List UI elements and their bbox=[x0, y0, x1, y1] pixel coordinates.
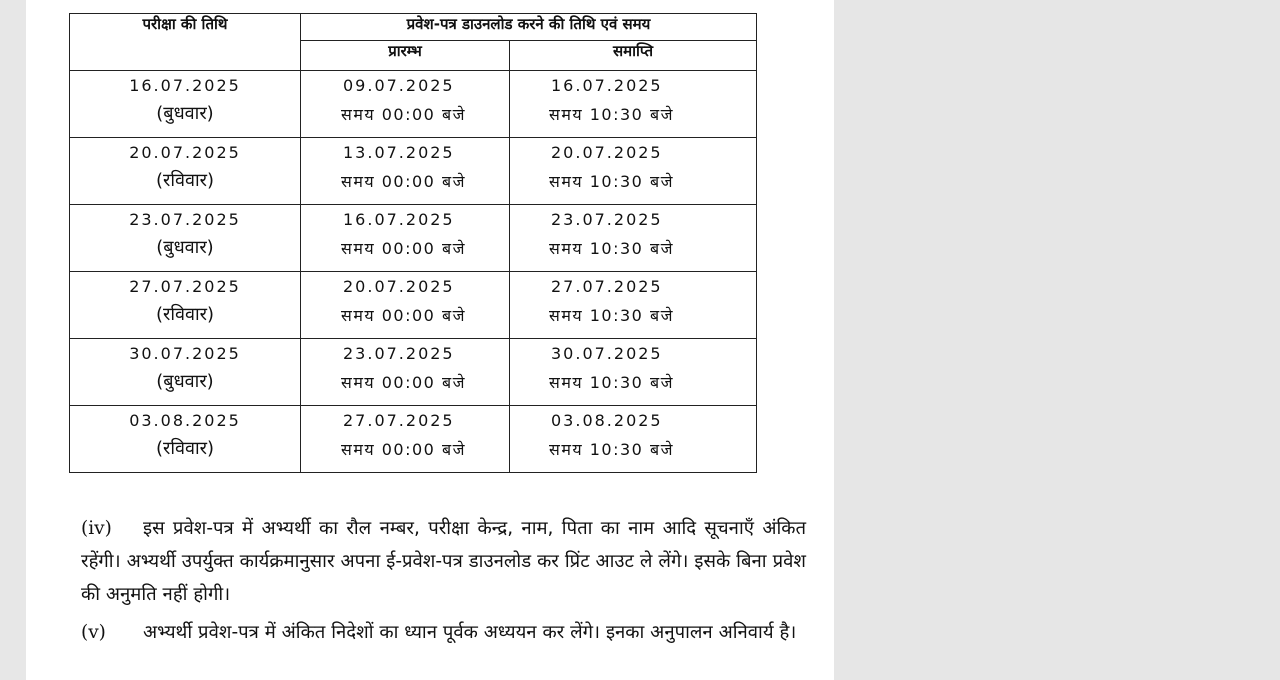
exam-date-cell bbox=[70, 406, 301, 473]
exam-date-cell bbox=[70, 339, 301, 406]
table-header-row bbox=[70, 14, 757, 41]
table-row bbox=[70, 406, 757, 473]
end-cell bbox=[510, 205, 757, 272]
table-row bbox=[70, 71, 757, 138]
header-end: समाप्ति bbox=[510, 41, 757, 71]
admit-card-schedule-table bbox=[69, 13, 757, 473]
exam-date-cell bbox=[70, 205, 301, 272]
exam-date: 03.08.2025 bbox=[129, 411, 241, 430]
end-time: समय 10:30 बजे bbox=[549, 239, 674, 258]
end-date: 23.07.2025 bbox=[551, 210, 663, 229]
end-date: 03.08.2025 bbox=[551, 411, 663, 430]
start-cell bbox=[301, 138, 510, 205]
instruction-paragraph-v bbox=[81, 616, 806, 649]
end-date: 30.07.2025 bbox=[551, 344, 663, 363]
exam-date: 16.07.2025 bbox=[129, 76, 241, 95]
end-time: समय 10:30 बजे bbox=[549, 373, 674, 392]
start-date: 09.07.2025 bbox=[343, 76, 455, 95]
end-cell bbox=[510, 138, 757, 205]
start-cell bbox=[301, 71, 510, 138]
start-cell bbox=[301, 339, 510, 406]
header-download-date-time: प्रवेश-पत्र डाउनलोड करने की तिथि एवं समय bbox=[301, 14, 757, 41]
start-date: 16.07.2025 bbox=[343, 210, 455, 229]
paragraph-text: इस प्रवेश-पत्र में अभ्यर्थी का रौल नम्बर, परीक्षा केन्द्र, नाम, पिता का नाम आदि सूचनाएँ अंकित रहेंगी। अभ्यर्थी उपर्युक्त कार्यक्रमानुसार अपना ई-प्रवेश-पत्र डाउनलोड कर प्रिंट आउट ले लेंगे। इसके बिना प्रवेश की अनुमति नहीं होगी। bbox=[81, 518, 806, 605]
start-cell bbox=[301, 205, 510, 272]
exam-day: (बुधवार) bbox=[156, 103, 214, 124]
start-date: 13.07.2025 bbox=[343, 143, 455, 162]
start-cell bbox=[301, 272, 510, 339]
exam-date: 23.07.2025 bbox=[129, 210, 241, 229]
start-date: 27.07.2025 bbox=[343, 411, 455, 430]
exam-date: 20.07.2025 bbox=[129, 143, 241, 162]
start-time: समय 00:00 बजे bbox=[341, 239, 466, 258]
exam-day: (बुधवार) bbox=[156, 237, 214, 258]
document-page bbox=[26, 0, 834, 680]
header-start: प्रारम्भ bbox=[301, 41, 510, 71]
table-row bbox=[70, 272, 757, 339]
table-row bbox=[70, 138, 757, 205]
instruction-paragraph-iv bbox=[81, 512, 806, 611]
exam-date-cell bbox=[70, 138, 301, 205]
paragraph-number: (iv) bbox=[81, 518, 112, 539]
start-time: समय 00:00 बजे bbox=[341, 440, 466, 459]
end-cell bbox=[510, 406, 757, 473]
paragraph-number: (v) bbox=[81, 622, 106, 643]
start-time: समय 00:00 बजे bbox=[341, 373, 466, 392]
start-time: समय 00:00 बजे bbox=[341, 105, 466, 124]
start-time: समय 00:00 बजे bbox=[341, 172, 466, 191]
end-cell bbox=[510, 71, 757, 138]
start-time: समय 00:00 बजे bbox=[341, 306, 466, 325]
left-margin bbox=[0, 0, 26, 680]
header-exam-date: परीक्षा की तिथि bbox=[70, 14, 301, 71]
end-cell bbox=[510, 339, 757, 406]
end-date: 20.07.2025 bbox=[551, 143, 663, 162]
start-date: 20.07.2025 bbox=[343, 277, 455, 296]
exam-date: 30.07.2025 bbox=[129, 344, 241, 363]
exam-date: 27.07.2025 bbox=[129, 277, 241, 296]
end-time: समय 10:30 बजे bbox=[549, 105, 674, 124]
exam-day: (रविवार) bbox=[155, 304, 215, 325]
end-cell bbox=[510, 272, 757, 339]
end-date: 27.07.2025 bbox=[551, 277, 663, 296]
table-row bbox=[70, 339, 757, 406]
end-time: समय 10:30 बजे bbox=[549, 306, 674, 325]
end-time: समय 10:30 बजे bbox=[549, 440, 674, 459]
end-time: समय 10:30 बजे bbox=[549, 172, 674, 191]
exam-day: (रविवार) bbox=[155, 438, 215, 459]
end-date: 16.07.2025 bbox=[551, 76, 663, 95]
start-cell bbox=[301, 406, 510, 473]
paragraph-text: अभ्यर्थी प्रवेश-पत्र में अंकित निदेशों का ध्यान पूर्वक अध्ययन कर लेंगे। इनका अनुपालन अनिवार्य है। bbox=[143, 622, 797, 643]
exam-day: (रविवार) bbox=[155, 170, 215, 191]
viewer-background bbox=[834, 0, 1280, 680]
table-row bbox=[70, 205, 757, 272]
start-date: 23.07.2025 bbox=[343, 344, 455, 363]
exam-date-cell bbox=[70, 71, 301, 138]
exam-day: (बुधवार) bbox=[156, 371, 214, 392]
exam-date-cell bbox=[70, 272, 301, 339]
